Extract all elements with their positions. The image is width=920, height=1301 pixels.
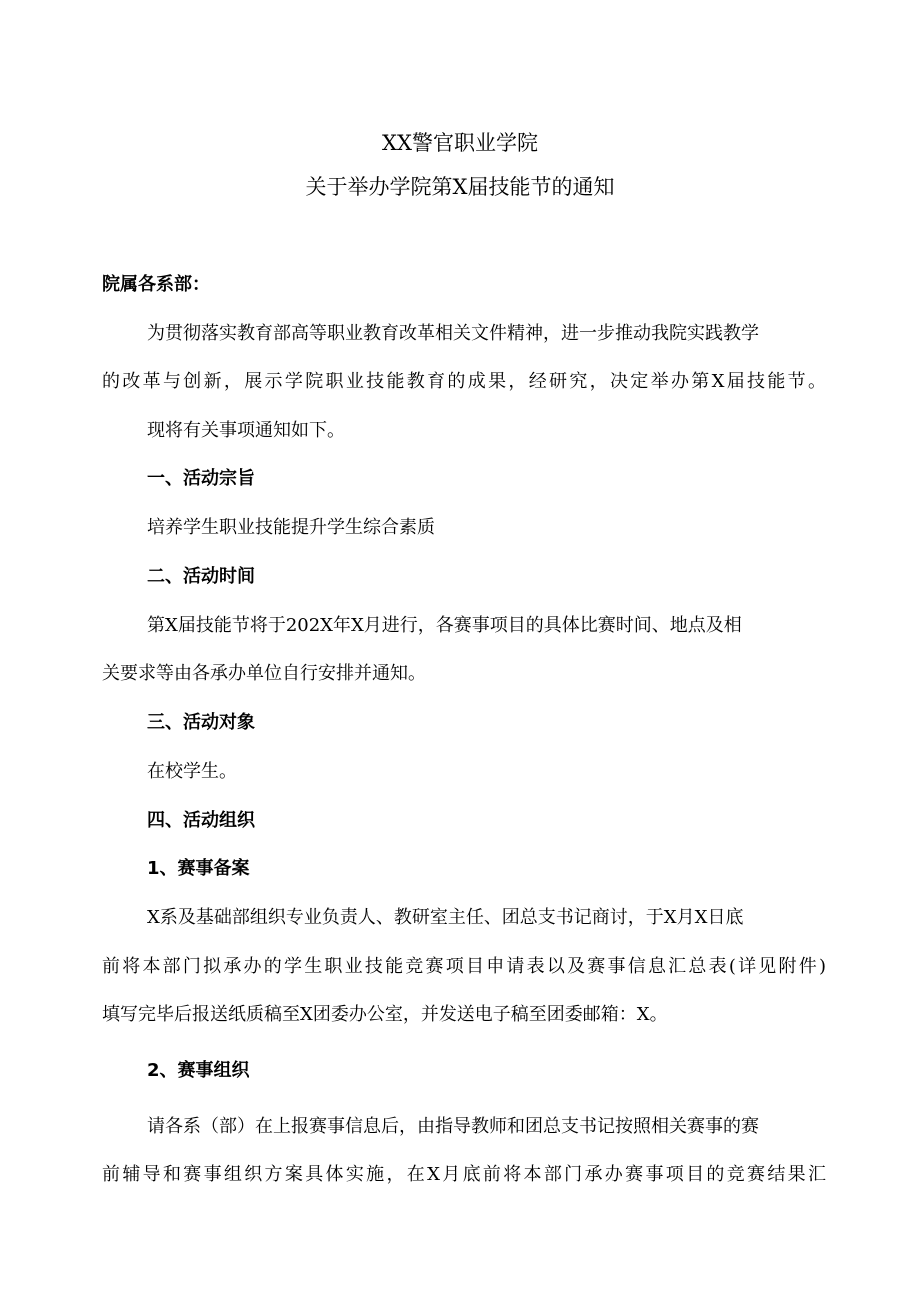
section-heading-organization: 四、活动组织 (147, 810, 255, 831)
intro-line-2: 的改革与创新，展示学院职业技能教育的成果，经研究，决定举办第X届技能节。 (102, 371, 826, 392)
target-body: 在校学生。 (147, 761, 237, 782)
intro-line-1: 为贯彻落实教育部高等职业教育改革相关文件精神，进一步推动我院实践教学 (147, 323, 759, 344)
running-line-1: 请各系（部）在上报赛事信息后，由指导教师和团总支书记按照相关赛事的赛 (147, 1116, 759, 1137)
purpose-body: 培养学生职业技能提升学生综合素质 (147, 517, 435, 538)
filing-line-3: 填写完毕后报送纸质稿至X团委办公室，并发送电子稿至团委邮箱：X。 (102, 1004, 668, 1025)
section-heading-time: 二、活动时间 (147, 566, 255, 587)
subsection-heading-running: 2、赛事组织 (147, 1060, 250, 1081)
intro-line-3: 现将有关事项通知如下。 (147, 420, 345, 441)
section-heading-target: 三、活动对象 (147, 712, 255, 733)
subsection-heading-filing: 1、赛事备案 (147, 858, 250, 879)
section-heading-purpose: 一、活动宗旨 (147, 468, 255, 489)
salutation: 院属各系部： (102, 274, 210, 295)
running-line-2: 前辅导和赛事组织方案具体实施，在X月底前将本部门承办赛事项目的竞赛结果汇 (102, 1164, 826, 1185)
time-line-1: 第X届技能节将于202X年X月进行，各赛事项目的具体比赛时间、地点及相 (147, 615, 742, 636)
school-name: XX警官职业学院 (382, 131, 538, 155)
filing-line-1: X系及基础部组织专业负责人、教研室主任、团总支书记商讨，于X月X日底 (147, 907, 744, 928)
notice-title: 关于举办学院第X届技能节的通知 (305, 175, 615, 199)
filing-line-2: 前将本部门拟承办的学生职业技能竞赛项目申请表以及赛事信息汇总表(详见附件) (102, 956, 826, 977)
time-line-2: 关要求等由各承办单位自行安排并通知。 (102, 663, 426, 684)
